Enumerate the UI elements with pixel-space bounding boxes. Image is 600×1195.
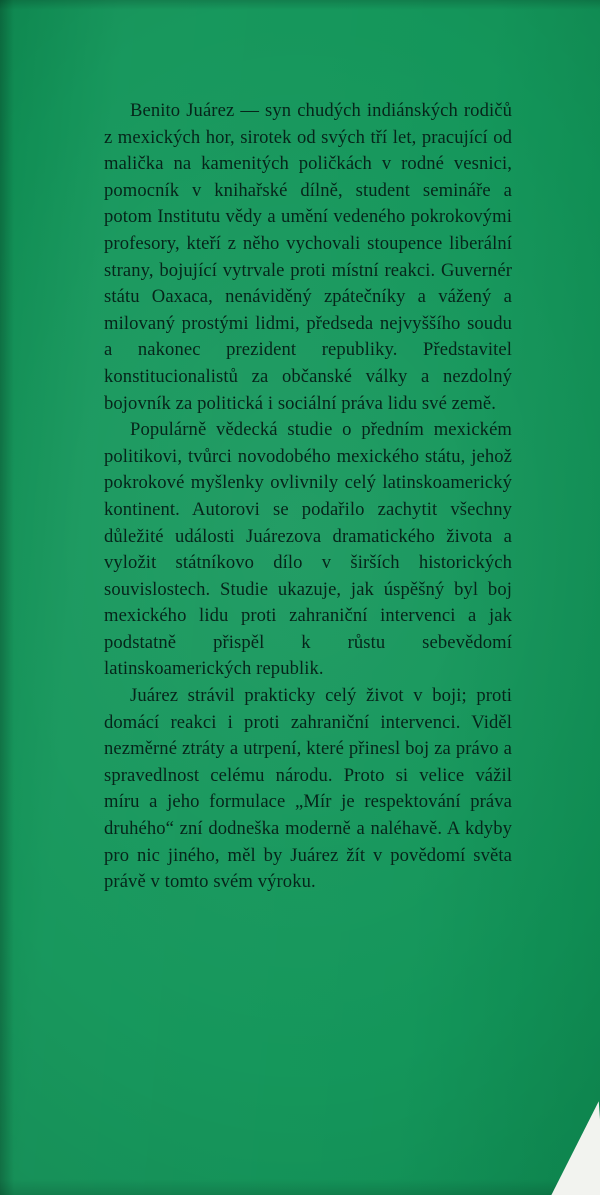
blurb-paragraph-2: Populárně vědecká studie o předním mexickém politikovi, tvůrci novodobého mexického státu, jehož pokrokové myšlenky ovlivnily celý latinskoamerický kontinent. Autorovi se podařilo zachytit všechny důležité události Juárezova dramatického života a vyložit státníkovo dílo v širších historických souvislostech. Studie ukazuje, jak úspěšný byl boj mexického lidu proti zahraniční intervenci a jak podstatně přispěl k růstu sebevědomí latinskoamerických republik. — [104, 419, 512, 680]
page-edge-shadow-left — [0, 0, 14, 1195]
blurb-text — [104, 98, 512, 896]
blurb-paragraph-1: Benito Juárez — syn chudých indiánských rodičů z mexických hor, sirotek od svých tří let, pracující od malička na kamenitých poličkách v rodné vesnici, pomocník v knihařské dílně, student semináře a potom Institutu vědy a umění vedeného pokrokovými profesory, kteří z něho vychovali stoupence liberální strany, bojující vytrvale proti místní reakci. Guvernér státu Oaxaca, nenáviděný zpátečníky a vážený a milovaný prostými lidmi, předseda nejvyššího soudu a nakonec prezident republiky. Představitel konstitucionalistů za občanské války a nezdolný bojovník za politická i sociální práva lidu své země. — [104, 100, 512, 414]
page-edge-shadow-bottom — [0, 1179, 600, 1195]
page-edge-shadow-top — [0, 0, 600, 10]
corner-triangle-mark — [516, 1087, 600, 1195]
corner-triangle-shape — [537, 1101, 600, 1195]
blurb-paragraph-3: Juárez strávil prakticky celý život v boji; proti domácí reakci i proti zahraniční intervenci. Viděl nezměrné ztráty a utrpení, které přinesl boj za právo a spravedlnost celému národu. Proto si velice vážil míru a jeho formulace „Mír je respektování práva druhého“ zní dodneška moderně a naléhavě. A kdyby pro nic jiného, měl by Juárez žít v povědomí světa právě v tomto svém výroku. — [104, 685, 512, 893]
